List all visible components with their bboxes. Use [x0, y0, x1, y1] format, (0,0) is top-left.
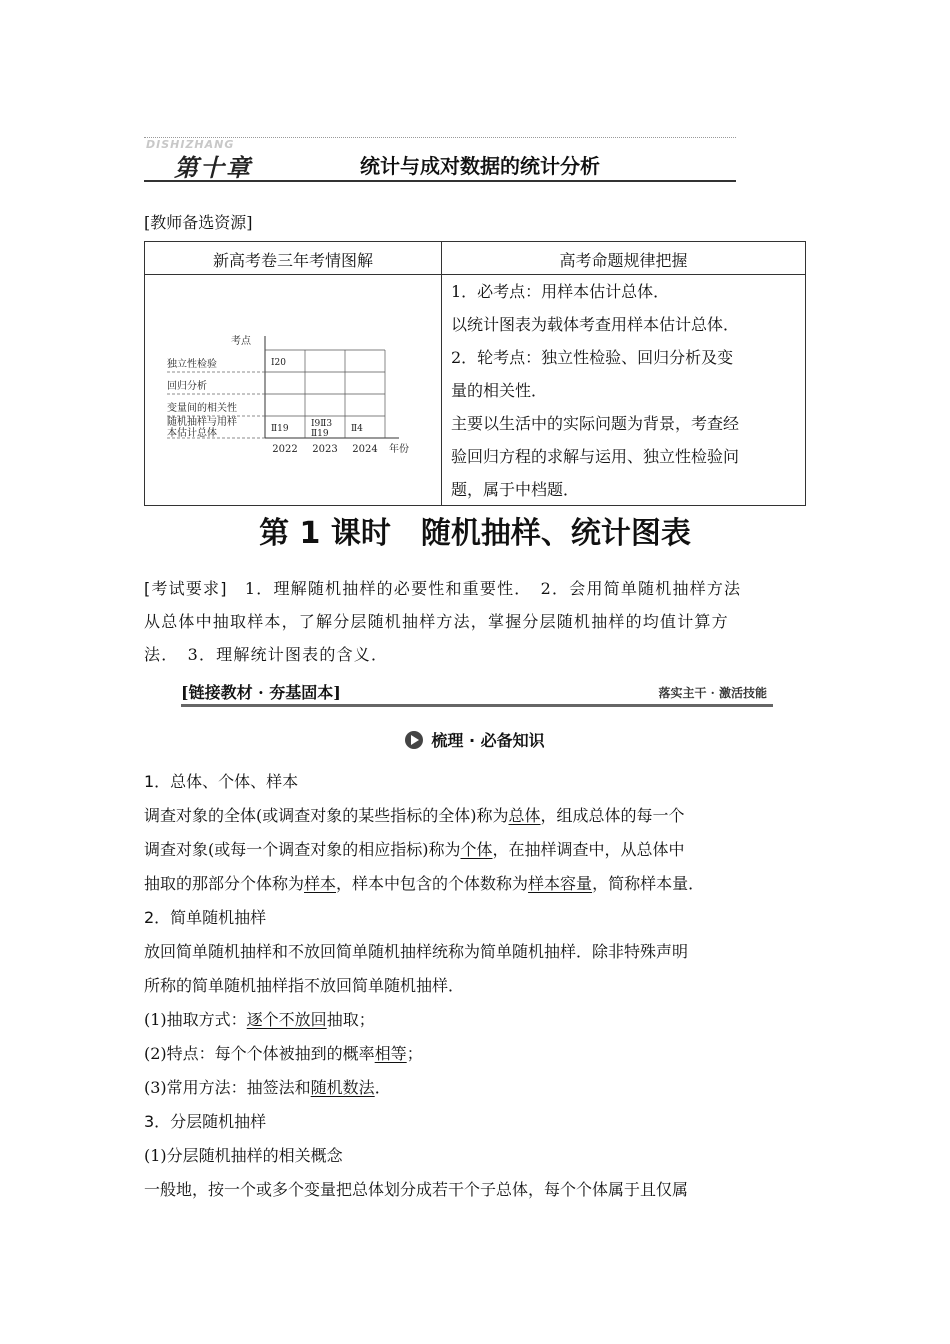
chapter-number: 第十章: [174, 154, 252, 182]
banner-subtitle: 落实主干 · 激活技能: [658, 686, 767, 700]
row-label: 变量间的相关性: [167, 403, 237, 414]
cell-value: Ⅱ19: [271, 424, 289, 434]
requirement-line: 从总体中抽取样本，了解分层随机抽样方法，掌握分层随机抽样的均值计算方: [144, 612, 729, 631]
exam-analysis-table: [144, 241, 806, 506]
exam-requirements: [144, 572, 808, 671]
requirement-line: 1．理解随机抽样的必要性和重要性． 2．会用简单随机抽样方法: [227, 579, 742, 598]
x-tick-label: 2024: [352, 444, 378, 455]
exam-points-chart: [165, 330, 425, 460]
section-banner: [181, 680, 773, 707]
keyword: 样本容量: [528, 874, 593, 893]
table-header-left: 新高考卷三年考情图解: [212, 251, 373, 270]
paragraph-line: 所称的简单随机抽样指不放回简单随机抽样．: [144, 976, 465, 995]
rule-line: 1．必考点：用样本估计总体．: [451, 282, 670, 301]
y-axis-title: 考点: [231, 336, 251, 347]
keyword: 总体: [508, 806, 541, 825]
paragraph-line: 调查对象的全体(或调查对象的某些指标的全体)称为总体，组成总体的每一个: [144, 806, 685, 825]
cell-value: Ⅰ20: [271, 358, 287, 368]
row-label: 本估计总体: [167, 428, 217, 439]
subheading: [0, 728, 950, 751]
keyword: 相等: [374, 1044, 407, 1063]
table-header-right: 高考命题规律把握: [559, 251, 688, 270]
resource-label: [教师备选资源]: [144, 213, 253, 232]
section-heading: 1．总体、个体、样本: [144, 772, 299, 791]
lesson-title: 第 1 课时 随机抽样、统计图表: [259, 516, 691, 551]
rule-line: 主要以生活中的实际问题为背景，考查经: [451, 414, 740, 433]
section-heading: 2．简单随机抽样: [144, 908, 267, 927]
row-label: 随机抽样与用样: [167, 417, 237, 428]
cell-value: Ⅱ4: [351, 424, 363, 434]
subheading-text: 梳理 · 必备知识: [431, 731, 545, 750]
paragraph-line: 抽取的那部分个体称为样本，样本中包含的个体数称为样本容量，简称样本量．: [144, 874, 705, 893]
keyword: 样本: [304, 874, 337, 893]
keyword: 随机数法: [310, 1078, 375, 1097]
requirement-tag: [考试要求]: [144, 579, 228, 598]
x-tick-label: 2022: [272, 444, 298, 455]
content-body: [144, 765, 808, 1207]
paragraph-line: 调查对象(或每一个调查对象的相应指标)称为个体，在抽样调查中，从总体中: [144, 840, 685, 859]
rule-line: 题，属于中档题．: [451, 480, 580, 499]
rule-line: 量的相关性．: [451, 381, 548, 400]
section-heading: 3．分层随机抽样: [144, 1112, 267, 1131]
keyword: 个体: [460, 840, 493, 859]
rule-line: 以统计图表为载体考查用样本估计总体．: [451, 315, 740, 334]
cell-value: Ⅱ19: [311, 429, 329, 439]
paragraph-line: 放回简单随机抽样和不放回简单随机抽样统称为简单随机抽样．除非特殊声明: [144, 942, 689, 961]
keyword: 逐个不放回: [246, 1010, 327, 1029]
rule-line: 验回归方程的求解与运用、独立性检验问: [451, 447, 740, 466]
x-tick-label: 2023: [312, 444, 338, 455]
banner-title: [链接教材 · 夯基固本]: [181, 683, 341, 702]
cell-value: Ⅰ9Ⅱ3: [311, 419, 333, 429]
chapter-pinyin: DISHIZHANG: [146, 138, 235, 151]
paragraph-line: 一般地，按一个或多个变量把总体划分成若干个子总体，每个个体属于且仅属: [144, 1180, 689, 1199]
paragraph-line: (3)常用方法：抽签法和随机数法．: [144, 1078, 391, 1097]
rule-line: 2．轮考点：独立性检验、回归分析及变: [451, 348, 734, 367]
requirement-line: 法． 3．理解统计图表的含义．: [144, 645, 389, 664]
play-icon: [405, 731, 423, 749]
row-label: 回归分析: [167, 381, 207, 392]
chapter-title: 统计与成对数据的统计分析: [360, 154, 600, 178]
x-axis-title: 年份: [389, 444, 409, 455]
table-divider: [441, 242, 442, 505]
exam-rules-list: [451, 275, 801, 506]
paragraph-line: (1)抽取方式：逐个不放回抽取；: [144, 1010, 375, 1029]
paragraph-line: (1)分层随机抽样的相关概念: [144, 1146, 343, 1165]
header-rule: [144, 180, 736, 182]
chapter-header: [144, 132, 736, 186]
paragraph-line: (2)特点：每个个体被抽到的概率相等；: [144, 1044, 423, 1063]
row-label: 独立性检验: [167, 359, 217, 370]
